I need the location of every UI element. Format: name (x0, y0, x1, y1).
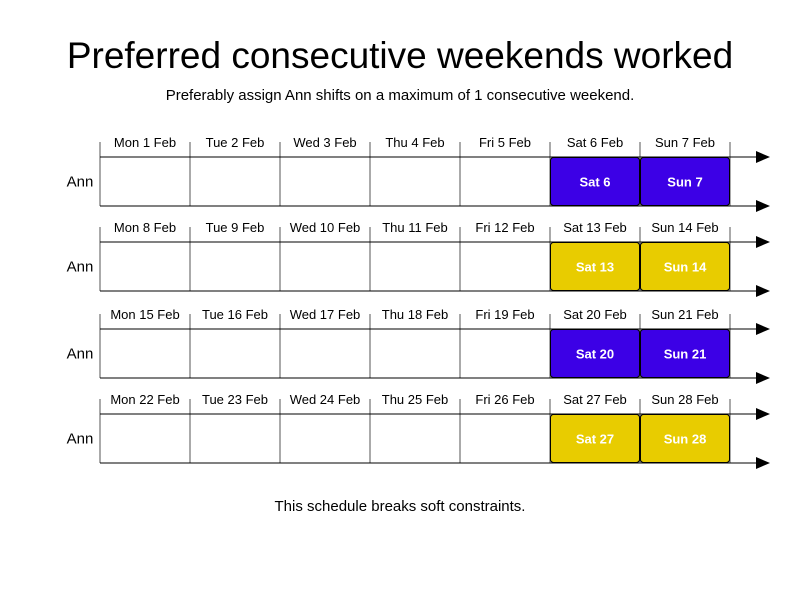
timeline-bottom-arrowhead (756, 200, 770, 212)
day-header: Tue 23 Feb (201, 392, 269, 407)
timeline-bottom-arrowhead (756, 457, 770, 469)
person-label: Ann (66, 173, 94, 191)
page-title: Preferred consecutive weekends worked (66, 35, 734, 76)
timeline-top-arrowhead (756, 323, 770, 335)
day-header: Sat 6 Feb (566, 135, 624, 150)
day-header: Thu 25 Feb (381, 392, 449, 407)
shift-label: Sun 14 (663, 259, 707, 275)
shift-label: Sat 27 (575, 431, 615, 447)
day-header: Thu 4 Feb (385, 135, 445, 150)
person-label: Ann (66, 345, 94, 363)
timeline-bottom-arrowhead (756, 285, 770, 297)
timeline-top-arrowhead (756, 151, 770, 163)
day-header: Wed 3 Feb (293, 135, 357, 150)
day-header: Wed 24 Feb (289, 392, 361, 407)
shift-label: Sat 13 (575, 259, 615, 275)
day-header: Wed 10 Feb (289, 220, 361, 235)
day-header: Tue 9 Feb (205, 220, 265, 235)
schedule-status: This schedule breaks soft constraints. (274, 498, 526, 515)
day-header: Sat 13 Feb (563, 220, 627, 235)
day-header: Mon 1 Feb (113, 135, 177, 150)
day-header: Thu 18 Feb (381, 307, 449, 322)
shift-label: Sun 7 (667, 174, 703, 190)
day-header: Thu 11 Feb (382, 220, 448, 235)
day-header: Mon 22 Feb (110, 392, 180, 407)
timeline-bottom-arrowhead (756, 372, 770, 384)
day-header: Mon 15 Feb (110, 307, 180, 322)
day-header: Sun 21 Feb (651, 307, 719, 322)
day-header: Fri 26 Feb (475, 392, 535, 407)
shift-label: Sun 28 (663, 431, 707, 447)
day-header: Mon 8 Feb (113, 220, 177, 235)
day-header: Fri 12 Feb (475, 220, 535, 235)
day-header: Tue 2 Feb (205, 135, 265, 150)
day-header: Sun 7 Feb (655, 135, 715, 150)
day-header: Sun 28 Feb (651, 392, 719, 407)
shift-label: Sat 6 (579, 174, 611, 190)
shift-label: Sat 20 (575, 346, 615, 362)
person-label: Ann (66, 258, 94, 276)
day-header: Fri 19 Feb (475, 307, 535, 322)
shift-label: Sun 21 (663, 346, 707, 362)
timeline-top-arrowhead (756, 408, 770, 420)
day-header: Fri 5 Feb (478, 135, 532, 150)
timeline-top-arrowhead (756, 236, 770, 248)
constraint-description: Preferably assign Ann shifts on a maximum of 1 consecutive weekend. (165, 87, 635, 104)
day-header: Sun 14 Feb (651, 220, 719, 235)
day-header: Sat 20 Feb (563, 307, 627, 322)
day-header: Sat 27 Feb (563, 392, 627, 407)
day-header: Tue 16 Feb (201, 307, 269, 322)
day-header: Wed 17 Feb (289, 307, 361, 322)
person-label: Ann (66, 430, 94, 448)
